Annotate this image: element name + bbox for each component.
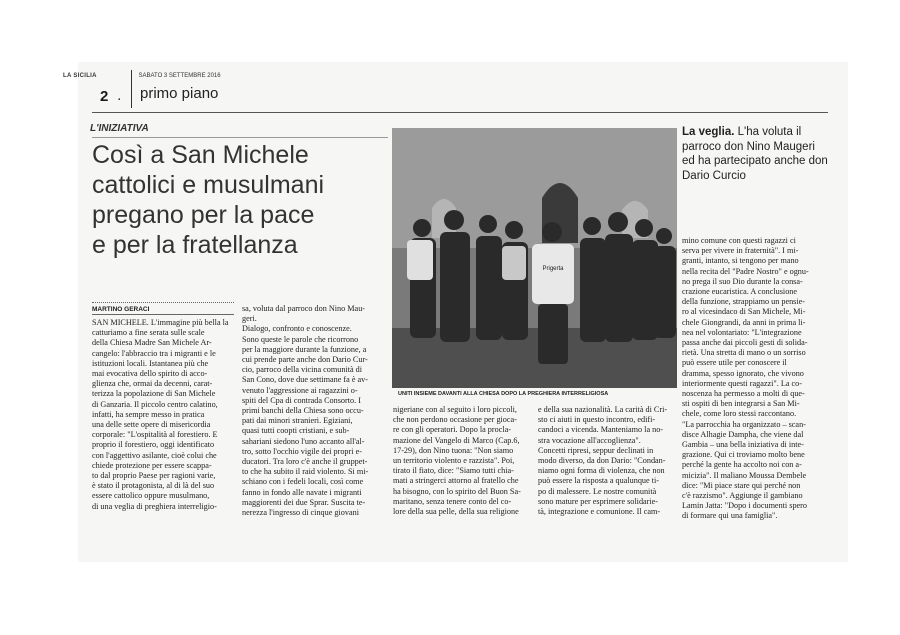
article-line: quasi tutti coopti cristiani, e sub- <box>242 426 350 436</box>
article-line: granti, intanto, si tengono per mano <box>682 256 799 266</box>
article-line: perché la gente ha accolto noi con a- <box>682 460 802 470</box>
article-line: spiti del Cpa di contrada Consorto. I <box>242 395 361 405</box>
article-line: "La parrocchia ha organizzato – scan- <box>682 419 806 429</box>
article-line: to che ha subito il raid violento. Si mi- <box>242 467 369 477</box>
publication-date: SABATO 3 SETTEMBRE 2016 <box>138 73 221 79</box>
headline-line: cattolici e musulmani <box>92 171 325 199</box>
article-line: sahariani siedono l'uno accanto all'al- <box>242 436 365 446</box>
article-line: maggiorenti dei due Sprar. Suscita te- <box>242 497 366 507</box>
article-line: primi banchi della Chiesa sono occu- <box>242 406 364 416</box>
article-line: interiormente questi ragazzi". La co- <box>682 378 802 388</box>
byline: MARTINO GERACI <box>92 306 150 313</box>
article-line: Concetti ripresi, seppur declinati in <box>538 445 654 455</box>
article-line: per la maggiore durante la funzione, a <box>242 344 367 354</box>
article-line: re con gli operatori. Dopo la procla- <box>393 425 511 435</box>
sidebar-text: L'ha voluta il parroco don Nino Maugeri ed ha partecipato anche don Dario Curcio <box>682 126 828 182</box>
page-number: 2 <box>100 88 109 105</box>
article-line: corporale: "L'ospitalità al forestiero. E <box>92 430 218 440</box>
article-line: chele, come loro stessi raccontano. <box>682 409 797 419</box>
article-line: può essere utile per conoscere il <box>682 358 787 368</box>
article-line: cui prende parte anche don Dario Cur- <box>242 355 368 365</box>
article-line: schiano con i fedeli locali, così come <box>242 477 364 487</box>
article-photo <box>392 128 677 388</box>
article-line: essere cattolico oppure musulmano, <box>92 491 210 501</box>
page-header <box>63 73 221 79</box>
group-photo-illustration <box>392 128 677 388</box>
article-line: cio, parroco della vicina comunità di <box>242 365 363 375</box>
article-line: passa anche dai piccoli gesti di solida- <box>682 338 808 348</box>
article-line: venuto l'aggressione ai ragazzini o- <box>242 385 358 395</box>
article-line: grazione. Qui ci troviamo molto bene <box>682 450 805 460</box>
article-line: una delle sette opere di misericordia <box>92 420 211 430</box>
article-line: fanno in fondo alle navate i migranti <box>242 487 362 497</box>
article-line: della funzione, strappiamo un pensie- <box>682 297 806 307</box>
article-line: Gambia – una bella iniziativa di inte- <box>682 440 804 450</box>
article-line: mino comune con questi ragazzi ci <box>682 236 796 245</box>
article-line: nella recita del "Padre Nostro" e ognu- <box>682 266 809 276</box>
article-line: stra vocazione all'accoglienza". <box>538 435 641 445</box>
article-line: dice: "Mi piace stare qui perché non <box>682 480 801 490</box>
article-line: candoci a vicenda. Manteniamo la no- <box>538 425 664 435</box>
article-line: geri. <box>242 314 257 324</box>
article-line: istituzioni locali. Istantanea più che <box>92 358 209 368</box>
shirt-text: Prigerta <box>542 266 564 272</box>
header-divider <box>131 70 132 108</box>
article-line: lore della sua pelle, della sua religione <box>393 507 519 517</box>
article-line: catturiamo a fine serata sulle scale <box>92 328 205 338</box>
article-line: nea nel volontariato: "L'integrazione <box>682 327 802 337</box>
article-line: crazione eucaristica. A conclusione <box>682 287 798 297</box>
article-line: proprio il forestiero, oggi identificato <box>92 440 215 450</box>
article-line: sti ospiti di ben integrarsi a San Mi- <box>682 399 800 409</box>
article-headline <box>92 140 392 260</box>
article-line: ducatori. Tra loro c'è anche il gruppet- <box>242 457 368 467</box>
article-line: maritano, senza tenere conto del co- <box>393 496 512 506</box>
article-line: disce Alhagie Dampha, che viene dal <box>682 429 804 439</box>
header-rule <box>92 112 828 113</box>
article-line: mazione del Vangelo di Marco (Cap.6, <box>393 435 520 445</box>
article-line: cangelo: l'abbraccio tra i migranti e le <box>92 348 216 358</box>
article-line: rietà. Una stretta di mano o un sorriso <box>682 348 806 358</box>
photo-caption: UNITI INSIEME DAVANTI ALLA CHIESA DOPO LA PREGHIERA INTERRELIGIOSA <box>398 391 609 397</box>
sidebar-lead: La veglia. <box>682 126 735 138</box>
article-line: con l'aggettivo asilante, cioè colui che <box>92 450 217 460</box>
sidebar-box <box>682 125 830 183</box>
article-line: glienza che, ormai da decenni, carat- <box>92 379 213 389</box>
article-line: di Ganzaria. Il piccolo centro calatino, <box>92 399 218 409</box>
article-line: può essere la risposta a qualunque ti- <box>538 476 659 486</box>
article-line: SAN MICHELE. L'immagine più bella la <box>92 318 229 327</box>
page-number-dot: . <box>118 92 121 103</box>
article-line: chiede protezione per essere scappa- <box>92 460 212 470</box>
article-line: niamo ogni forma di violenza, che non <box>538 466 665 476</box>
article-line: ha bisogno, con lo spirito del Buon Sa- <box>393 486 521 496</box>
article-line: to dal proprio Paese per ragioni varie, <box>92 471 216 481</box>
headline-line: pregano per la pace <box>92 201 315 229</box>
article-line: po di malessere. Le nostre comunità <box>538 486 657 496</box>
article-line: terizza la popolazione di San Michele <box>92 389 216 399</box>
byline-rule-bottom <box>92 314 234 315</box>
article-line: un territorio violento e razzista". Poi, <box>393 456 515 466</box>
article-kicker: L'INIZIATIVA <box>90 123 149 134</box>
publication-name: LA SICILIA <box>63 73 97 79</box>
article-line: è stato il protagonista, al di là del suo <box>92 481 215 491</box>
article-line: tà, integrazione e comunione. Il cam- <box>538 507 661 517</box>
article-line: dramma, spesso ignorato, che vivono <box>682 368 804 378</box>
article-line: c'è razzismo". Aggiunge il gambiano <box>682 491 803 501</box>
article-line: serva per vivere in fraternità". I mi- <box>682 246 799 256</box>
kicker-rule <box>92 137 388 138</box>
headline-line: Così a San Michele <box>92 141 309 169</box>
article-line: infatti, ha sempre messo in pratica <box>92 409 205 419</box>
article-line: pati dai minori stranieri. Egiziani, <box>242 416 353 426</box>
headline-line: e per la fratellanza <box>92 231 298 259</box>
article-line: San Cono, dove due settimane fa è av- <box>242 375 368 385</box>
article-line: 17-29), don Nino tuona: "Non siamo <box>393 445 514 455</box>
article-line: no prega il suo Dio durante la consa- <box>682 276 803 286</box>
article-line: Sono queste le parole che ricorrono <box>242 334 359 344</box>
byline-rule-top <box>92 302 234 303</box>
article-line: noscenza ha permesso a molti di que- <box>682 389 805 399</box>
article-line: e della sua nazionalità. La carità di Cri- <box>538 405 668 414</box>
article-line: che non perdono occasione per gioca- <box>393 415 517 425</box>
article-line: nigeriane con al seguito i loro piccoli, <box>393 405 517 414</box>
article-line: nerezza l'ingresso di cinque giovani <box>242 508 359 518</box>
section-title: primo piano <box>140 85 219 102</box>
article-column-2 <box>242 304 388 518</box>
article-line: tro, sotto l'occhio vigile dei propri e- <box>242 446 362 456</box>
article-line: sono mature per esprimere solidarie- <box>538 496 659 506</box>
article-column-1 <box>92 318 235 512</box>
article-line: sto ci aiuti in questo incontro, edifi- <box>538 415 656 425</box>
article-column-5 <box>682 236 828 522</box>
article-line: micizia". Il maliano Moussa Dembele <box>682 470 807 480</box>
article-line: mai evocativa dello spirito di acco- <box>92 369 208 379</box>
article-line: tirato il fiato, dice: "Siamo tutti chia- <box>393 466 514 476</box>
article-line: modo diverso, da don Dario: "Condan- <box>538 456 666 466</box>
article-line: mati a stringerci attorno al fratello che <box>393 476 519 486</box>
article-line: chele Giongrandi, da anni in prima li- <box>682 317 806 327</box>
article-line: della Chiesa Madre San Michele Ar- <box>92 338 212 348</box>
article-column-3 <box>393 405 533 517</box>
article-line: di formare qui una famiglia". <box>682 511 778 521</box>
article-line: Lamin Jatta: "Dopo i documenti spero <box>682 501 807 511</box>
article-line: di una veglia di preghiera interreligio- <box>92 501 217 511</box>
article-line: Dialogo, confronto e conoscenze. <box>242 324 352 334</box>
article-column-4 <box>538 405 676 517</box>
article-line: sa, voluta dal parroco don Nino Mau- <box>242 304 366 313</box>
article-line: ro al vicesindaco di San Michele, Mi- <box>682 307 806 317</box>
